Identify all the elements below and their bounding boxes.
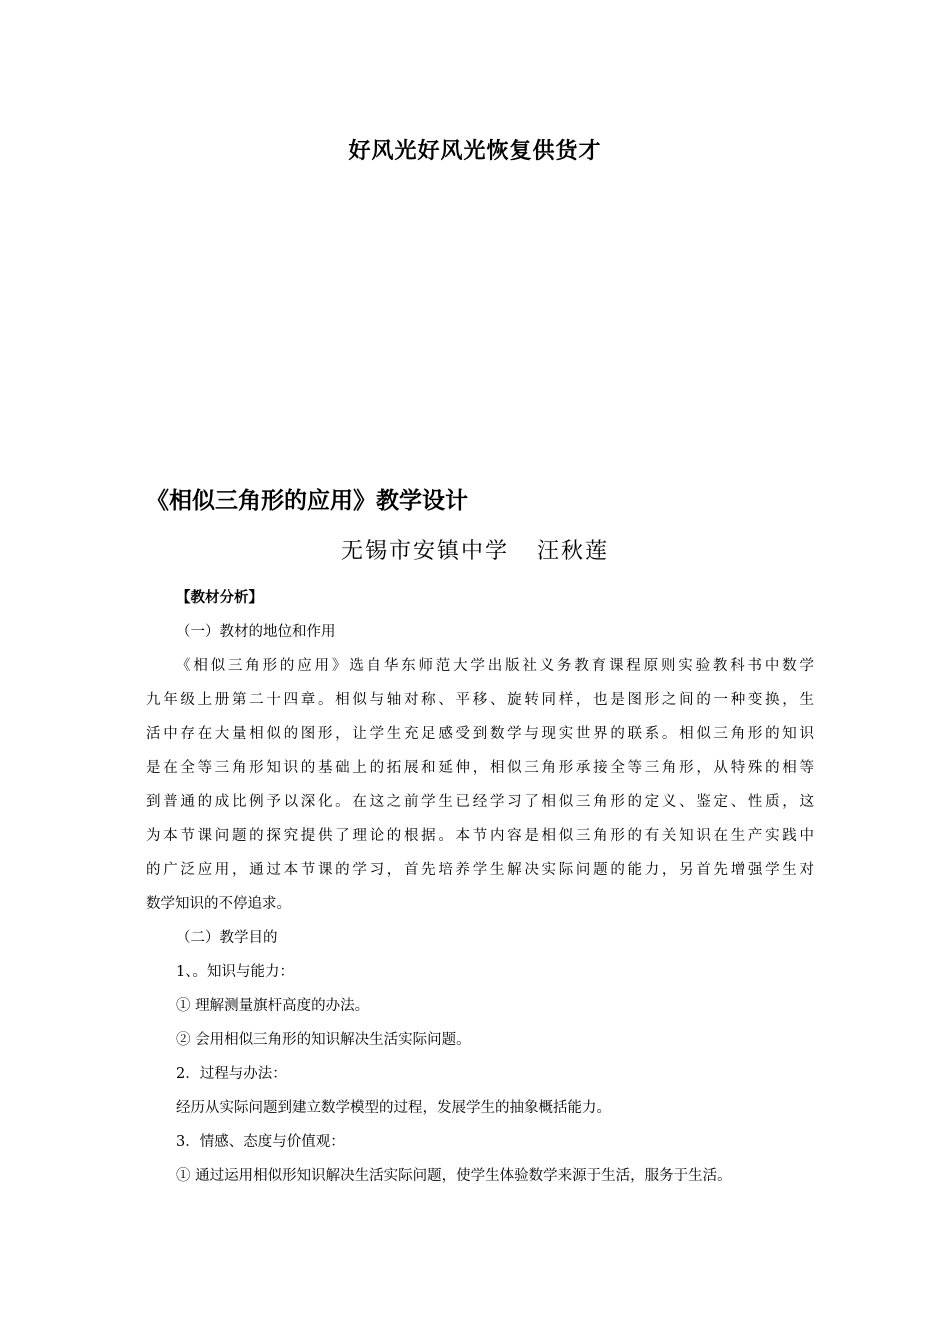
- paragraph-line: 九年级上册第二十四章。相似与轴对称、平移、旋转同样，也是图形之间的一种变换，生: [146, 692, 814, 708]
- paragraph-line: 《相似三角形的应用》选自华东师范大学出版社义务教育课程原则实验教科书中数学: [176, 658, 814, 674]
- subsection-heading-goals: （二）教学目的: [176, 930, 278, 946]
- subsection-heading-role: （一）教材的地位和作用: [176, 624, 336, 640]
- goal-item: ② 会用相似三角形的知识解决生活实际问题。: [176, 1032, 471, 1048]
- goal-text: 经历从实际问题到建立数学模型的过程，发展学生的抽象概括能力。: [176, 1100, 611, 1116]
- paragraph-line: 数学知识的不停追求。: [146, 896, 291, 912]
- goal-item: ① 通过运用相似形知识解决生活实际问题，使学生体验数学来源于生活，服务于生活。: [176, 1168, 732, 1184]
- goal-heading-knowledge: 1、。知识与能力：: [176, 964, 294, 980]
- paragraph-line: 的广泛应用，通过本节课的学习，首先培养学生解决实际问题的能力，另首先增强学生对: [146, 862, 814, 878]
- paragraph-line: 到普通的成比例予以深化。在这之前学生已经学习了相似三角形的定义、鉴定、性质，这: [146, 794, 814, 810]
- goal-heading-process: 2．过程与办法：: [176, 1066, 287, 1082]
- author-school: 无锡市安镇中学: [340, 539, 509, 564]
- paragraph-role: [146, 652, 814, 924]
- paragraph-line: 活中存在大量相似的图形，让学生充足感受到数学与现实世界的联系。相似三角形的知识: [146, 726, 814, 742]
- page-header-title: 好风光好风光恢复供货才: [348, 138, 602, 164]
- paragraph-line: 是在全等三角形知识的基础上的拓展和延伸，相似三角形承接全等三角形，从特殊的相等: [146, 760, 814, 776]
- author-line: [0, 534, 950, 565]
- document-body: [146, 584, 814, 1196]
- goal-heading-attitude: 3．情感、态度与价值观：: [176, 1134, 345, 1150]
- author-name: 汪秋莲: [537, 539, 610, 564]
- document-title: 《相似三角形的应用》教学设计: [146, 487, 468, 514]
- goal-item: ① 理解测量旗杆高度的办法。: [176, 998, 370, 1014]
- paragraph-line: 为本节课问题的探究提供了理论的根据。本节内容是相似三角形的有关知识在生产实践中: [146, 828, 814, 844]
- section-heading-analysis: 【教材分析】: [176, 590, 263, 606]
